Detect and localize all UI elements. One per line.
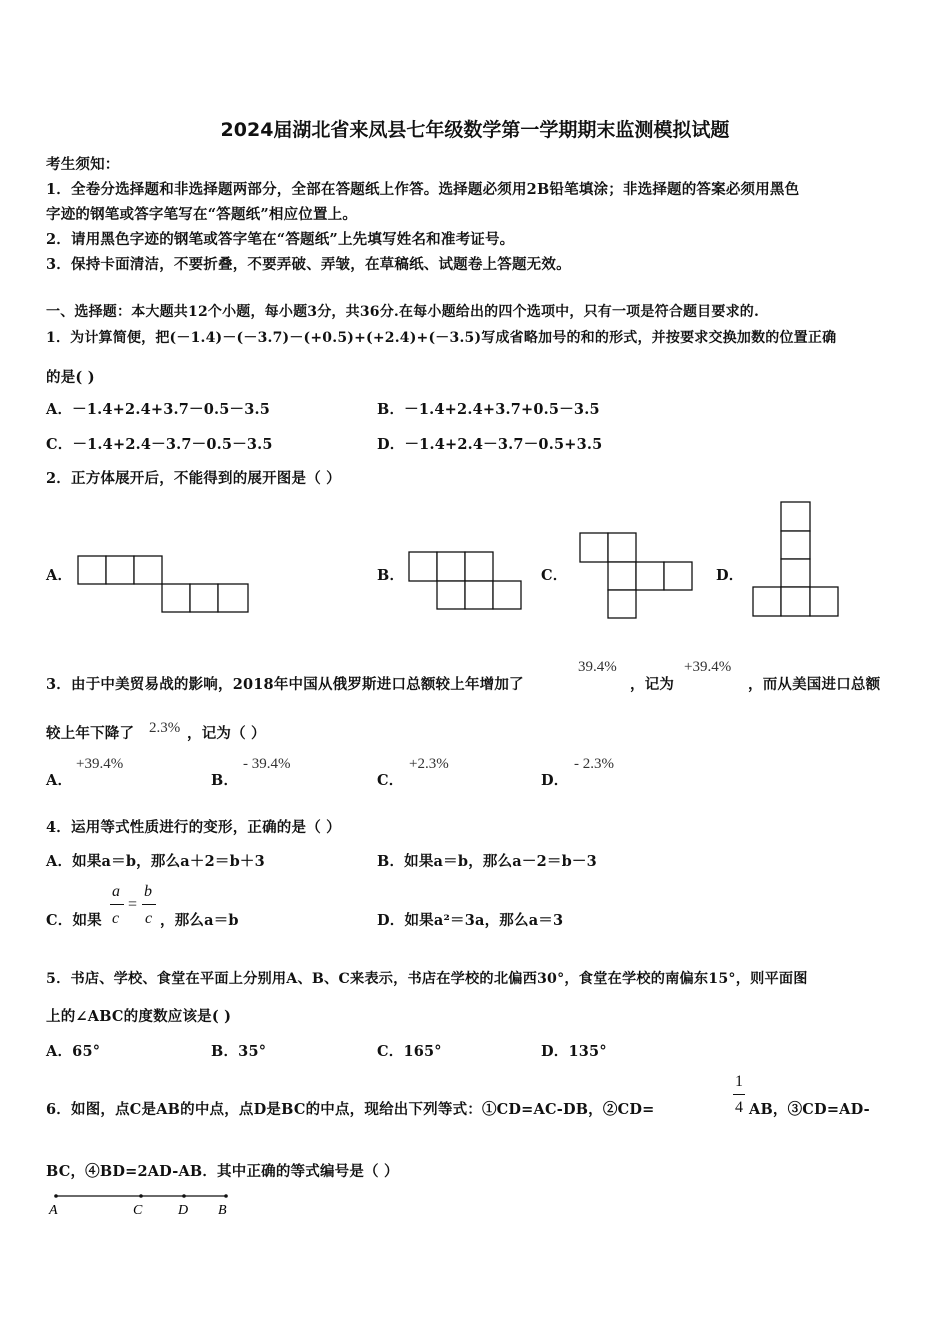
q3-value-increase: 39.4% [578, 659, 617, 675]
notice-item-1-cont: 字迹的钢笔或答字笔写在“答题纸”相应位置上。 [46, 206, 358, 223]
q5-option-c: C．165° [377, 1043, 442, 1060]
q2-net-a [76, 554, 252, 614]
notice-item-2: 2．请用黑色字迹的钢笔或答字笔在“答题纸”上先填写姓名和准考证号。 [46, 231, 515, 248]
q6-point-d-dot [182, 1194, 186, 1198]
q1-option-b: B．－1.4+2.4+3.7+0.5－3.5 [377, 401, 600, 418]
q6-stem-cont: BC，④BD=2AD-AB．其中正确的等式编号是（ ） [46, 1163, 399, 1180]
q4-fraction-equals: = [128, 896, 138, 913]
q6-point-c-dot [139, 1194, 143, 1198]
q2-net-b [407, 550, 525, 612]
q5-stem: 5．书店、学校、食堂在平面上分别用A、B、C来表示，书店在学校的北偏西30°，食堂在学校的南偏东15°，则平面图 [46, 971, 808, 987]
q4-fraction-b-denominator: c [145, 910, 153, 927]
q3-option-d: D． [541, 772, 569, 789]
q6-label-c: C [133, 1203, 143, 1218]
q1-stem-cont: 的是( ) [46, 369, 95, 386]
q6-point-b-dot [224, 1194, 228, 1198]
q6-stem-part1: 6．如图，点C是AB的中点，点D是BC的中点，现给出下列等式：①CD=AC-DB，②CD= [46, 1101, 655, 1118]
q3-option-a: A． [46, 772, 73, 789]
q2-option-c: C． [541, 567, 568, 584]
q4-option-d: D．如果a²＝3a，那么a＝3 [377, 912, 564, 929]
q2-option-d: D． [716, 567, 744, 584]
q4-fraction-b-bar [142, 904, 156, 905]
q1-stem: 1．为计算简便，把(－1.4)－(－3.7)－(+0.5)+(+2.4)+(－3.5)写成省略加号的和的形式，并按要求交换加数的位置正确 [46, 330, 837, 346]
q3-stem-part4: 较上年下降了 [46, 725, 135, 742]
q4-fraction-b-numerator: b [144, 883, 152, 900]
q3-value-decrease: 2.3% [149, 720, 181, 736]
q4-stem: 4．运用等式性质进行的变形，正确的是（ ） [46, 819, 341, 836]
q4-option-b: B．如果a＝b，那么a－2＝b－3 [377, 853, 597, 870]
q6-label-d: D [178, 1203, 189, 1218]
q4-option-c-suffix: ，那么a＝b [160, 912, 239, 929]
q2-stem: 2．正方体展开后，不能得到的展开图是（ ） [46, 470, 341, 487]
q3-option-a-value: +39.4% [76, 756, 124, 772]
q3-option-b: B． [211, 772, 239, 789]
q5-option-d: D．135° [541, 1043, 607, 1060]
section-heading: 一、选择题：本大题共12个小题，每小题3分，共36分.在每小题给出的四个选项中，只有一项是符合题目要求的. [46, 304, 760, 320]
q4-fraction-a-numerator: a [112, 883, 120, 900]
q6-fraction-denominator: 4 [735, 1099, 743, 1116]
q4-fraction-a-bar [110, 904, 124, 905]
q6-stem-part2: AB，③CD=AD- [749, 1101, 870, 1118]
q5-option-a: A．65° [46, 1043, 101, 1060]
q3-stem-part1: 3．由于中美贸易战的影响，2018年中国从俄罗斯进口总额较上年增加了 [46, 676, 524, 693]
q3-stem-part2: ，记为 [630, 676, 675, 693]
q2-net-c [578, 531, 696, 621]
q6-fraction-numerator: 1 [735, 1073, 743, 1090]
page-title: 2024届湖北省来凤县七年级数学第一学期期末监测模拟试题 [220, 119, 730, 141]
q6-point-a-dot [54, 1194, 58, 1198]
q4-fraction-a-denominator: c [112, 910, 120, 927]
q6-fraction-bar [733, 1094, 745, 1095]
q1-option-a: A．－1.4+2.4+3.7－0.5－3.5 [46, 401, 271, 418]
notice-item-3: 3．保持卡面清洁，不要折叠，不要弄破、弄皱，在草稿纸、试题卷上答题无效。 [46, 256, 571, 273]
notice-item-1: 1．全卷分选择题和非选择题两部分，全部在答题纸上作答。选择题必须用2B铅笔填涂；非选择题的答案必须用黑色 [46, 181, 800, 198]
q3-option-c-value: +2.3% [409, 756, 449, 772]
q5-stem-cont: 上的∠ABC的度数应该是( ) [46, 1008, 232, 1025]
q1-option-d: D．－1.4+2.4－3.7－0.5+3.5 [377, 436, 603, 453]
q2-option-b: B． [377, 567, 405, 584]
q3-option-b-value: - 39.4% [243, 756, 291, 772]
q4-option-a: A．如果a＝b，那么a＋2＝b＋3 [46, 853, 265, 870]
notice-heading: 考生须知： [46, 156, 120, 173]
q6-label-a: A [49, 1203, 58, 1218]
q3-stem-part3: ，而从美国进口总额 [748, 676, 881, 693]
q2-option-a: A． [46, 567, 73, 584]
q4-option-c-prefix: C．如果 [46, 912, 102, 929]
q3-stem-part5: ，记为（ ） [187, 725, 266, 742]
q2-net-d [751, 500, 843, 620]
q3-value-record: +39.4% [684, 659, 732, 675]
q6-label-b: B [218, 1203, 227, 1218]
q3-option-c: C． [377, 772, 404, 789]
q3-option-d-value: - 2.3% [574, 756, 614, 772]
q1-option-c: C．－1.4+2.4－3.7－0.5－3.5 [46, 436, 273, 453]
q5-option-b: B．35° [211, 1043, 267, 1060]
q6-segment-diagram [44, 1188, 244, 1224]
